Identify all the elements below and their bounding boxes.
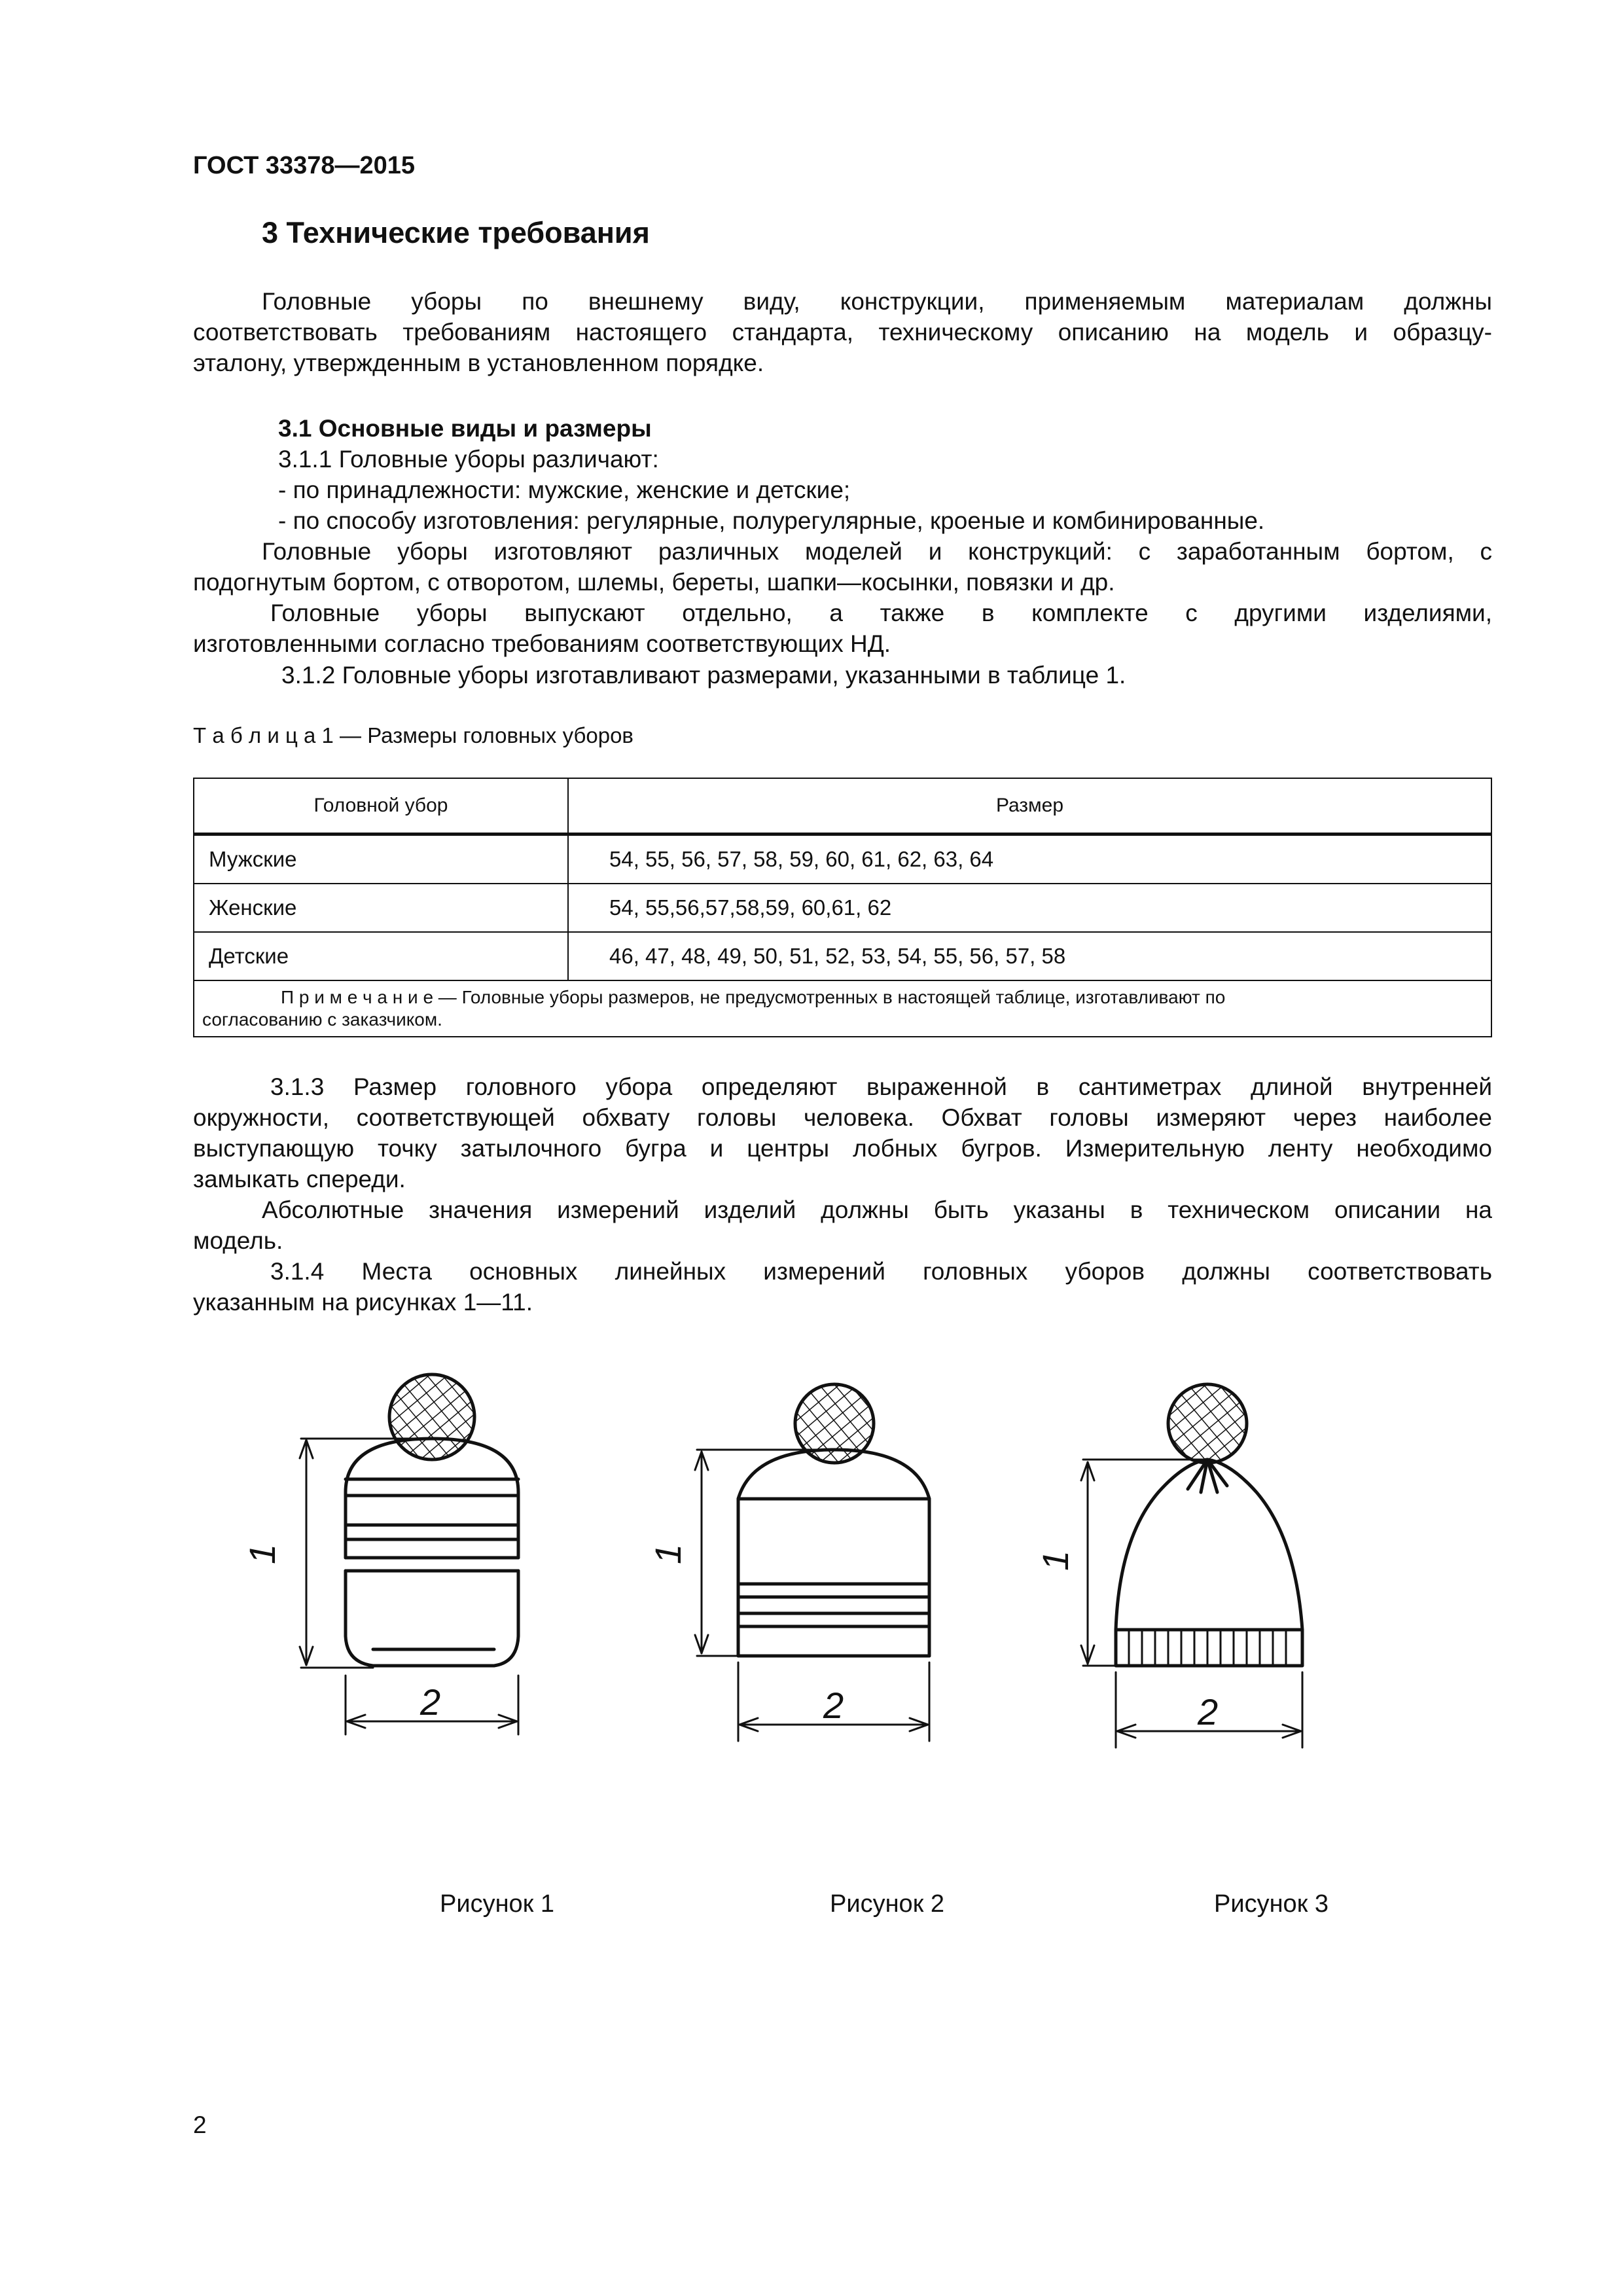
hat-crown [1116, 1460, 1302, 1630]
figure-3-dim-1: 1 [1035, 1550, 1076, 1571]
release-line-1: Головные уборы выпускают отдельно, а также в комплекте с другими изделиями, [270, 600, 1492, 626]
hat-drawings [236, 1368, 1414, 1878]
figure-2-dim-1: 1 [647, 1543, 688, 1564]
intro-line-3: эталону, утвержденным в установленном порядке. [193, 350, 764, 376]
figure-1-drawing [300, 1374, 518, 1734]
list-item-affiliation: - по принадлежности: мужские, женские и детские; [278, 476, 851, 503]
intro-line-1: Головные уборы по внешнему виду, конструкции, применяемым материалам должны [262, 288, 1492, 315]
table-cell-sizes: 54, 55, 56, 57, 58, 59, 60, 61, 62, 63, 64 [568, 834, 1491, 884]
list-item-method: - по способу изготовления: регулярные, полурегулярные, кроеные и комбинированные. [278, 507, 1265, 534]
subsection-title: 3.1 Основные виды и размеры [278, 415, 652, 442]
figure-2-caption: Рисунок 2 [830, 1890, 945, 1918]
table-cell-sizes: 46, 47, 48, 49, 50, 51, 52, 53, 54, 55, 56, 57, 58 [568, 932, 1491, 980]
table-note-line-1: П р и м е ч а н и е — Головные уборы размеров, не предусмотренных в настоящей таблице, изготавливают по [281, 987, 1226, 1007]
clause-3-1-3-line-4: замыкать спереди. [193, 1166, 406, 1193]
abs-values-paragraph [193, 1194, 1492, 1256]
pompom-icon [389, 1374, 474, 1460]
clause-3-1-3-paragraph [193, 1071, 1492, 1194]
table-note [194, 980, 1491, 1037]
pompom-icon [1168, 1384, 1247, 1463]
table-row [194, 932, 1491, 980]
clause-3-1-4-line-2: указанным на рисунках 1—11. [193, 1289, 533, 1316]
clause-3-1-1: 3.1.1 Головные уборы различают: [278, 446, 659, 473]
sizes-table [193, 778, 1492, 1037]
figure-3-caption: Рисунок 3 [1214, 1890, 1329, 1918]
models-line-1: Головные уборы изготовляют различных моделей и конструкций: с заработанным бортом, с [262, 538, 1492, 565]
figure-1-caption: Рисунок 1 [440, 1890, 555, 1918]
release-paragraph [193, 598, 1492, 659]
table-row [194, 884, 1491, 932]
page-number: 2 [193, 2111, 207, 2138]
table-cell-type: Мужские [194, 834, 568, 884]
table-note-line-2: согласованию с заказчиком. [202, 1009, 442, 1030]
models-line-2: подогнутым бортом, с отворотом, шлемы, береты, шапки—косынки, повязки и др. [193, 569, 1115, 596]
clause-3-1-3-line-3: выступающую точку затылочного бугра и центры лобных бугров. Измерительную ленту необходимо [193, 1135, 1492, 1162]
table-header-cell: Головной убор [194, 778, 568, 834]
abs-values-line-1: Абсолютные значения измерений изделий должны быть указаны в техническом описании на [262, 1196, 1492, 1223]
intro-paragraph [193, 286, 1492, 378]
clause-3-1-2: 3.1.2 Головные уборы изготавливают размерами, указанными в таблице 1. [281, 662, 1126, 689]
clause-3-1-3-line-1: 3.1.3 Размер головного убора определяют выраженной в сантиметрах длиной внутренней [270, 1073, 1492, 1100]
table-cell-type: Женские [194, 884, 568, 932]
table-header-row [194, 778, 1491, 834]
figure-3-dim-2: 2 [1198, 1691, 1219, 1732]
table-cell-sizes: 54, 55,56,57,58,59, 60,61, 62 [568, 884, 1491, 932]
figure-1-dim-2: 2 [420, 1681, 441, 1723]
figure-3-drawing [1081, 1384, 1302, 1748]
document-header: ГОСТ 33378—2015 [193, 152, 416, 179]
figure-2-dim-2: 2 [823, 1685, 844, 1726]
clause-3-1-4-line-1: 3.1.4 Места основных линейных измерений головных уборов должны соответствовать [270, 1258, 1492, 1285]
hat-ribbing [1116, 1630, 1302, 1666]
figure-1-dim-1: 1 [241, 1543, 283, 1564]
figure-2-drawing [695, 1384, 929, 1741]
abs-values-line-2: модель. [193, 1227, 283, 1254]
clause-3-1-4-paragraph [193, 1256, 1492, 1318]
table-note-row [194, 980, 1491, 1037]
clause-3-1-3-line-2: окружности, соответствующей обхвату головы человека. Обхват головы измеряют через наиболее [193, 1104, 1492, 1131]
table-header-cell: Размер [568, 778, 1491, 834]
table-row [194, 834, 1491, 884]
release-line-2: изготовленными согласно требованиям соответствующих НД. [193, 630, 891, 657]
intro-line-2: соответствовать требованиям настоящего стандарта, техническому описанию на модель и образцу- [193, 319, 1492, 346]
table-caption: Т а б л и ц а 1 — Размеры головных уборов [193, 723, 633, 747]
section-title: 3 Технические требования [262, 216, 650, 249]
models-paragraph [193, 536, 1492, 598]
table-cell-type: Детские [194, 932, 568, 980]
